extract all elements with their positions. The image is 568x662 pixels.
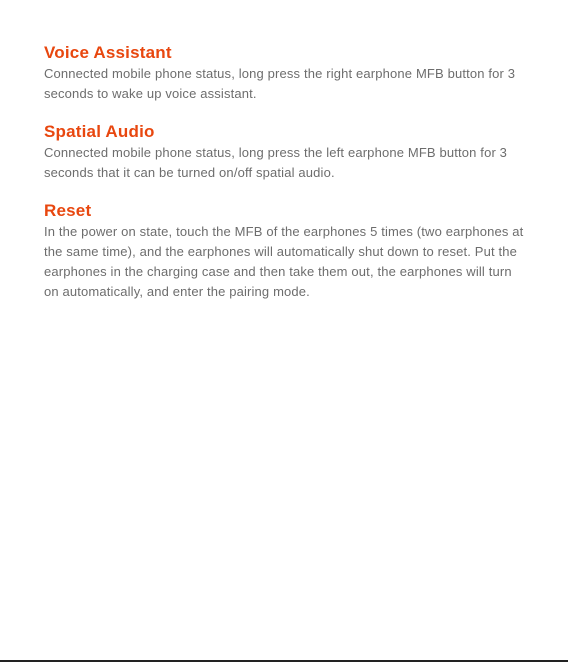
section-heading: Reset — [44, 201, 92, 220]
section-voice-assistant — [44, 42, 526, 104]
section-body: Connected mobile phone status, long press the left earphone MFB button for 3 seconds that it can be turned on/off spatial audio. — [44, 145, 508, 180]
section-reset — [44, 200, 526, 302]
section-spatial-audio — [44, 121, 526, 183]
section-body: Connected mobile phone status, long press the right earphone MFB button for 3 seconds to wake up voice assistant. — [44, 66, 516, 101]
section-heading: Spatial Audio — [44, 122, 155, 141]
section-heading: Voice Assistant — [44, 43, 172, 62]
section-body: In the power on state, touch the MFB of the earphones 5 times (two earphones at the same time), and the earphones will automatically shut down to reset. Put the earphones in the charging case and then take them out, the earphones will turn on automatically, and enter the pairing mode. — [44, 224, 524, 299]
manual-page — [44, 42, 526, 319]
